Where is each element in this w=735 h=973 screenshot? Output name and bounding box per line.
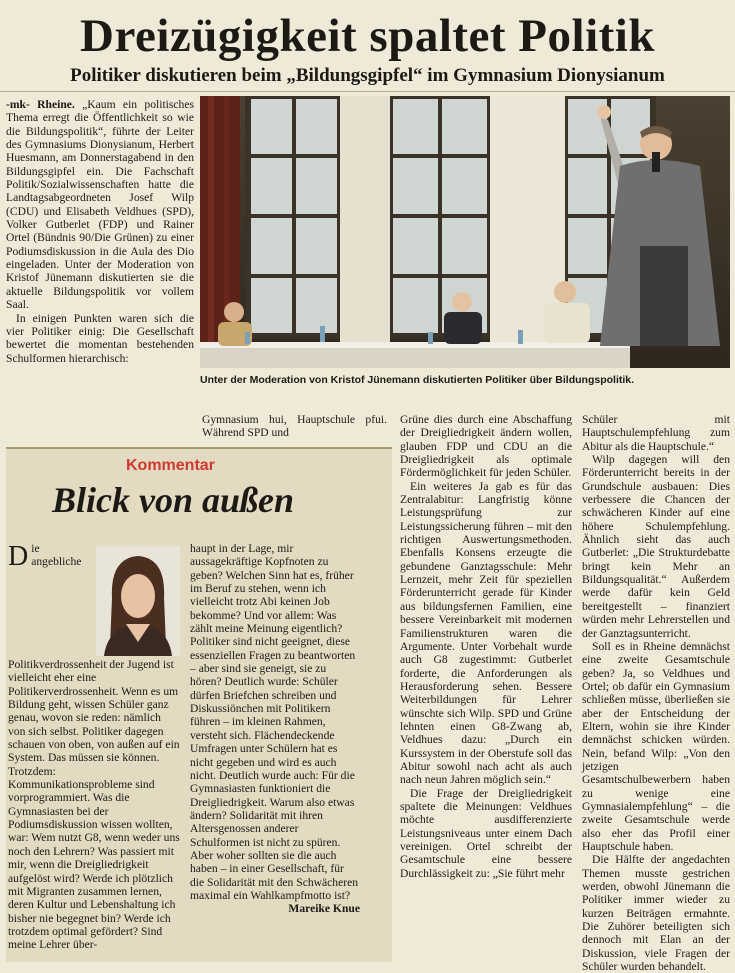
article-paragraph: Soll es in Rheine demnächst eine zweite Gesamtschule geben? Ja, so Veldhues und Ortel; ob dafür ein Gymnasium schließen müsse, überließen sie aber der Entscheidung der Eltern, wohin sie ihre Kinder demnächst schicken würden. Nein, befand Wilp: „Von den jetzigen Gesamtschulbewerbern haben zu wenige eine Gymnasialempfehlung“ – die zweite Gesamtschule werde also eher das Profil einer Hauptschule haben. — [582, 639, 730, 853]
commentary-title: Blick von außen — [52, 480, 295, 520]
commentary-top-rule — [6, 447, 392, 449]
header-divider — [0, 91, 735, 92]
commentary-author: Mareike Knue — [288, 902, 360, 916]
article-paragraph: Wilp dagegen will den Förderunterricht bereits in der Grundschule ausbauen: Dies verbessere die Chancen der schwächeren Kinder auf eine höhere Schulempfehlung. Ähnlich sieht das auch Gutberlet: „Die Strukturdebatte bringt kein Mehr an Bildungsqualität.“ Außerdem werde dafür kein Geld bereitgestellt – finanziert würden mehr Lehrerstellen und der Ganztagsunterricht. — [582, 453, 730, 640]
commentary-paragraph: Trotzdem: Kommunikationsprobleme sind vorprogrammiert. Was die Gymnasiasten bei der Podiumsdiskussion wissen wollten, war: Wem nutzt G8, wenn weder uns noch den Lehrern? Was passiert mit mir, wenn die Dreigliedrigkeit aufgelöst wird? Werde ich plötzlich mit Migranten zusammen lernen, deren Kultur und Lebenshaltung ich bisher nie begegnet bin? Werde ich trotzdem optimal gefördert? Sind meine Lehrer über- — [8, 764, 180, 952]
article-paragraph: In einigen Punkten waren sich die vier Politiker einig: Die Gesellschaft bewertet die momentan bestehenden Schulformen hierarchisch: — [6, 311, 194, 365]
article-headline: Dreizügigkeit spaltet Politik — [80, 10, 655, 62]
photo-caption: Unter der Moderation von Kristof Jünemann diskutierten Politiker über Bildungspolitik. — [200, 374, 635, 386]
commentary-paragraph: haupt in der Lage, mir aussagekräftige Kopfnoten zu geben? Welchen Sinn hat es, früher im Beruf zu stehen, wenn ich vielleicht trotz Abi keinen Job bekomme? Und vor allem: Was zählt meine Meinung eigentlich? Politiker sind nicht geeignet, diese essenziellen Fragen zu beantworten – aber sind sie geneigt, sie zu hören? Deutlich wurde: Schüler dürfen Briefchen schreiben und Diskussiönchen mit Politikern führen – im kleinen Rahmen, versteht sich. Flächendeckende Umfragen unter Schülern hat es nicht gegeben und wird es auch nicht. Deutlich wurde auch: Für die Gymnasiasten funktioniert die Dreigliedrigkeit. Warum also etwas ändern? Solidarität mit ihren Altersgenossen anderer Schulformen ist nicht zu spüren. Aber woher sollten sie die auch haben – in einer Gesellschaft, für die Solidarität mit den Schwächeren maximal ein Wahlkampfmotto ist? — [190, 542, 359, 902]
article-subheadline: Politiker diskutieren beim „Bildungsgipfel“ im Gymnasium Dionysianum — [70, 65, 665, 86]
podium-photo — [200, 96, 730, 368]
article-photo — [200, 96, 730, 368]
commentary-label: Kommentar — [126, 457, 215, 474]
commentary-column-1 — [8, 542, 180, 952]
article-paragraph: Grüne dies durch eine Abschaffung der Dreigliedrigkeit ändern wollen, glauben FDP und CDU an die Dreigliedrigkeit als optimale Fördermöglichkeit für jeden Schüler. — [400, 413, 572, 480]
article-paragraph: Die Hälfte der angedachten Themen musste gestrichen werden, obwohl Jünemann die Politiker immer wieder zu kurzen Beiträgen ermahnte. Die Zuhörer beteiligten sich dennoch mit Elan an der Diskussion, viele Fragen der Schüler wurden behandelt. — [582, 853, 730, 973]
article-paragraph: Gymnasium hui, Hauptschule pfui. Während SPD und — [202, 413, 387, 440]
article-paragraph: -mk- Rheine. „Kaum ein politisches Thema erregt die Öffentlichkeit so wie die Bildungspolitik“, führte der Leiter des Gymnasiums Dionysianum, Herbert Huesmann, am Donnerstagabend in den Bildungsgipfel ein. Die Fachschaft Politik/Sozialwissenschaften hatte die Landtagsabgeordneten Josef Wilp (CDU) und Elisabeth Veldhues (SPD), Volker Gutberlet (FDP) und Rainer Ortel (Bündnis 90/Die Grünen) zu einer Podiumsdiskussion in die Aula des Dio eingeladen. Unter der Moderation von Kristof Jünemann diskutierten sie die aktuelle Bildungspolitik vor vollem Saal. — [6, 98, 194, 312]
commentary-column-2 — [190, 542, 360, 916]
author-portrait — [96, 546, 180, 656]
article-paragraph: Die Frage der Dreigliedrigkeit spaltete die Meinungen: Veldhues möchte ausdifferenzierte Leistungsniveaus unter einem Dach vereinigen. Ortel schreibt der Gesamtschule eine bessere Durchlässigkeit zu: „Sie führt mehr — [400, 786, 572, 880]
article-column-4 — [582, 413, 730, 973]
drop-cap: D — [8, 541, 29, 572]
article-paragraph: Ein weiteres Ja gab es für das Zentralabitur: Langfristig könne Leistungsprüfung zur Leistungssicherung führen – mit den richtigen Auswertungsmethoden. Ebenfalls Konsens erzeugte die gebundene Ganztagsschule: Mehr Lernzeit, mehr Zeit für speziellen Förderunterricht gerade für Kinder aus bildungsfernen Familien, eine bessere Vereinbarkeit mit modernen Familienstrukturen waren die Argumente. Unter Vorbehalt wurde auch G8 zugestimmt: Gutberlet forderte, die Anforderungen als Herausforderung sehen. Bessere Weiterbildungen für Lehrer wünschte sich Wilp. SPD und Grüne lehnten einen G8-Zwang ab, Veldhues dazu: „Durch ein Kurssystem in der Oberstufe soll das Abitur sowohl nach acht als auch nach neun Jahren möglich sein.“ — [400, 479, 572, 787]
article-column-3 — [400, 413, 572, 880]
commentary-paragraph: Die angebliche Politikverdrossenheit der Jugend ist vielleicht eher eine Politikerverdrossenheit. Wenn es um Bildung geht, wissen Schüler ganz genau, wovon sie reden: nämlich von sich selbst. Politiker dagegen schauen von oben, von außen auf ein System. Das müssen sie können. — [8, 541, 180, 765]
article-paragraph: Schüler mit Hauptschulempfehlung zum Abitur als die Hauptschule.“ — [582, 413, 730, 453]
article-column-1 — [6, 98, 194, 365]
article-byline: -mk- Rheine. — [6, 98, 75, 111]
article-column-2 — [202, 413, 387, 440]
